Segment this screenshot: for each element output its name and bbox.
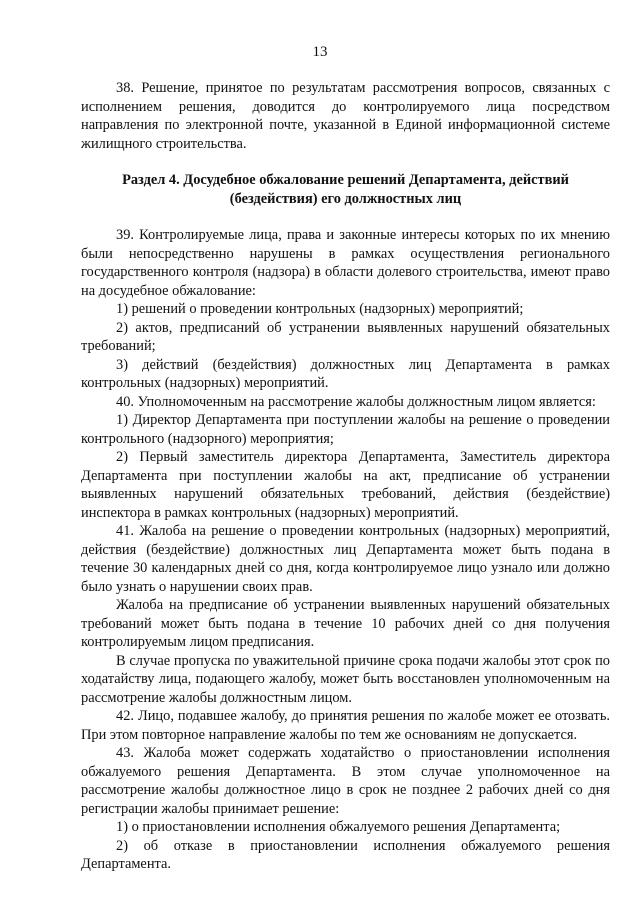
section-heading [81, 171, 610, 208]
list-item-39-3: 3) действий (бездействия) должностных лиц Департамента в рамках контрольных (надзорных) мероприятий. [81, 356, 610, 391]
page-number: 13 [312, 44, 328, 60]
list-item-43-2: 2) об отказе в приостановлении исполнения обжалуемого решения Департамента. [81, 837, 610, 872]
paragraph-40: 40. Уполномоченным на рассмотрение жалобы должностным лицом является: [116, 393, 596, 410]
list-item-39-2: 2) актов, предписаний об устранении выявленных нарушений обязательных требований; [81, 319, 610, 354]
list-item-39-1: 1) решений о проведении контрольных (надзорных) мероприятий; [116, 301, 524, 317]
paragraph-41-b: Жалоба на предписание об устранении выявленных нарушений обязательных требований может быть подана в течение 10 рабочих дней со дня получения контролируемым лицом предписания. [81, 597, 610, 650]
paragraph-43: 43. Жалоба может содержать ходатайство о приостановлении исполнения обжалуемого решения Департамента. В этом случае уполномоченное на рассмотрение жалобы должностное лицо в срок не позднее 2 рабочих дней со дня регистрации жалобы принимает решение: [81, 745, 610, 817]
list-item-40-1: 1) Директор Департамента при поступлении жалобы на решение о проведении контрольного (надзорного) мероприятия; [81, 412, 610, 447]
paragraph-41-c: В случае пропуска по уважительной причине срока подачи жалобы этот срок по ходатайству лица, подающего жалобу, может быть восстановлен уполномоченным на рассмотрение жалобы должностным лицом. [81, 652, 610, 706]
list-item-40-2: 2) Первый заместитель директора Департамента, Заместитель директора Департамента при поступлении жалобы на акт, предписание об устранении выявленных нарушений обязательных требований, действия (бездействие) инспектора в рамках контрольных (надзорных) мероприятий. [81, 449, 610, 521]
paragraph-38: 38. Решение, принятое по результатам рассмотрения вопросов, связанных с исполнением решения, доводится до контролируемого лица посредством направления по электронной почте, указанной в Единой информационной системе жилищного строительства. [81, 80, 610, 152]
paragraph-41: 41. Жалоба на решение о проведении контрольных (надзорных) мероприятий, действия (бездействие) должностных лиц Департамента может быть подана в течение 30 календарных дней со дня, когда контролируемое лицо узнало или должно было узнать о нарушении своих прав. [81, 523, 610, 595]
paragraph-42: 42. Лицо, подавшее жалобу, до принятия решения по жалобе может ее отозвать. При этом повторное направление жалобы по тем же основаниям не допускается. [81, 708, 610, 743]
paragraph-39: 39. Контролируемые лица, права и законные интересы которых по их мнению были непосредственно нарушены в рамках осуществления регионального государственного контроля (надзора) в области долевого строительства, имеют право на досудебное обжалование: [81, 227, 610, 299]
document-body [81, 79, 610, 874]
section-heading-line-1: Раздел 4. Досудебное обжалование решений Департамента, действий [122, 172, 569, 188]
list-item-43-1: 1) о приостановлении исполнения обжалуемого решения Департамента; [116, 819, 561, 835]
section-heading-line-2: (бездействия) его должностных лиц [229, 190, 462, 207]
